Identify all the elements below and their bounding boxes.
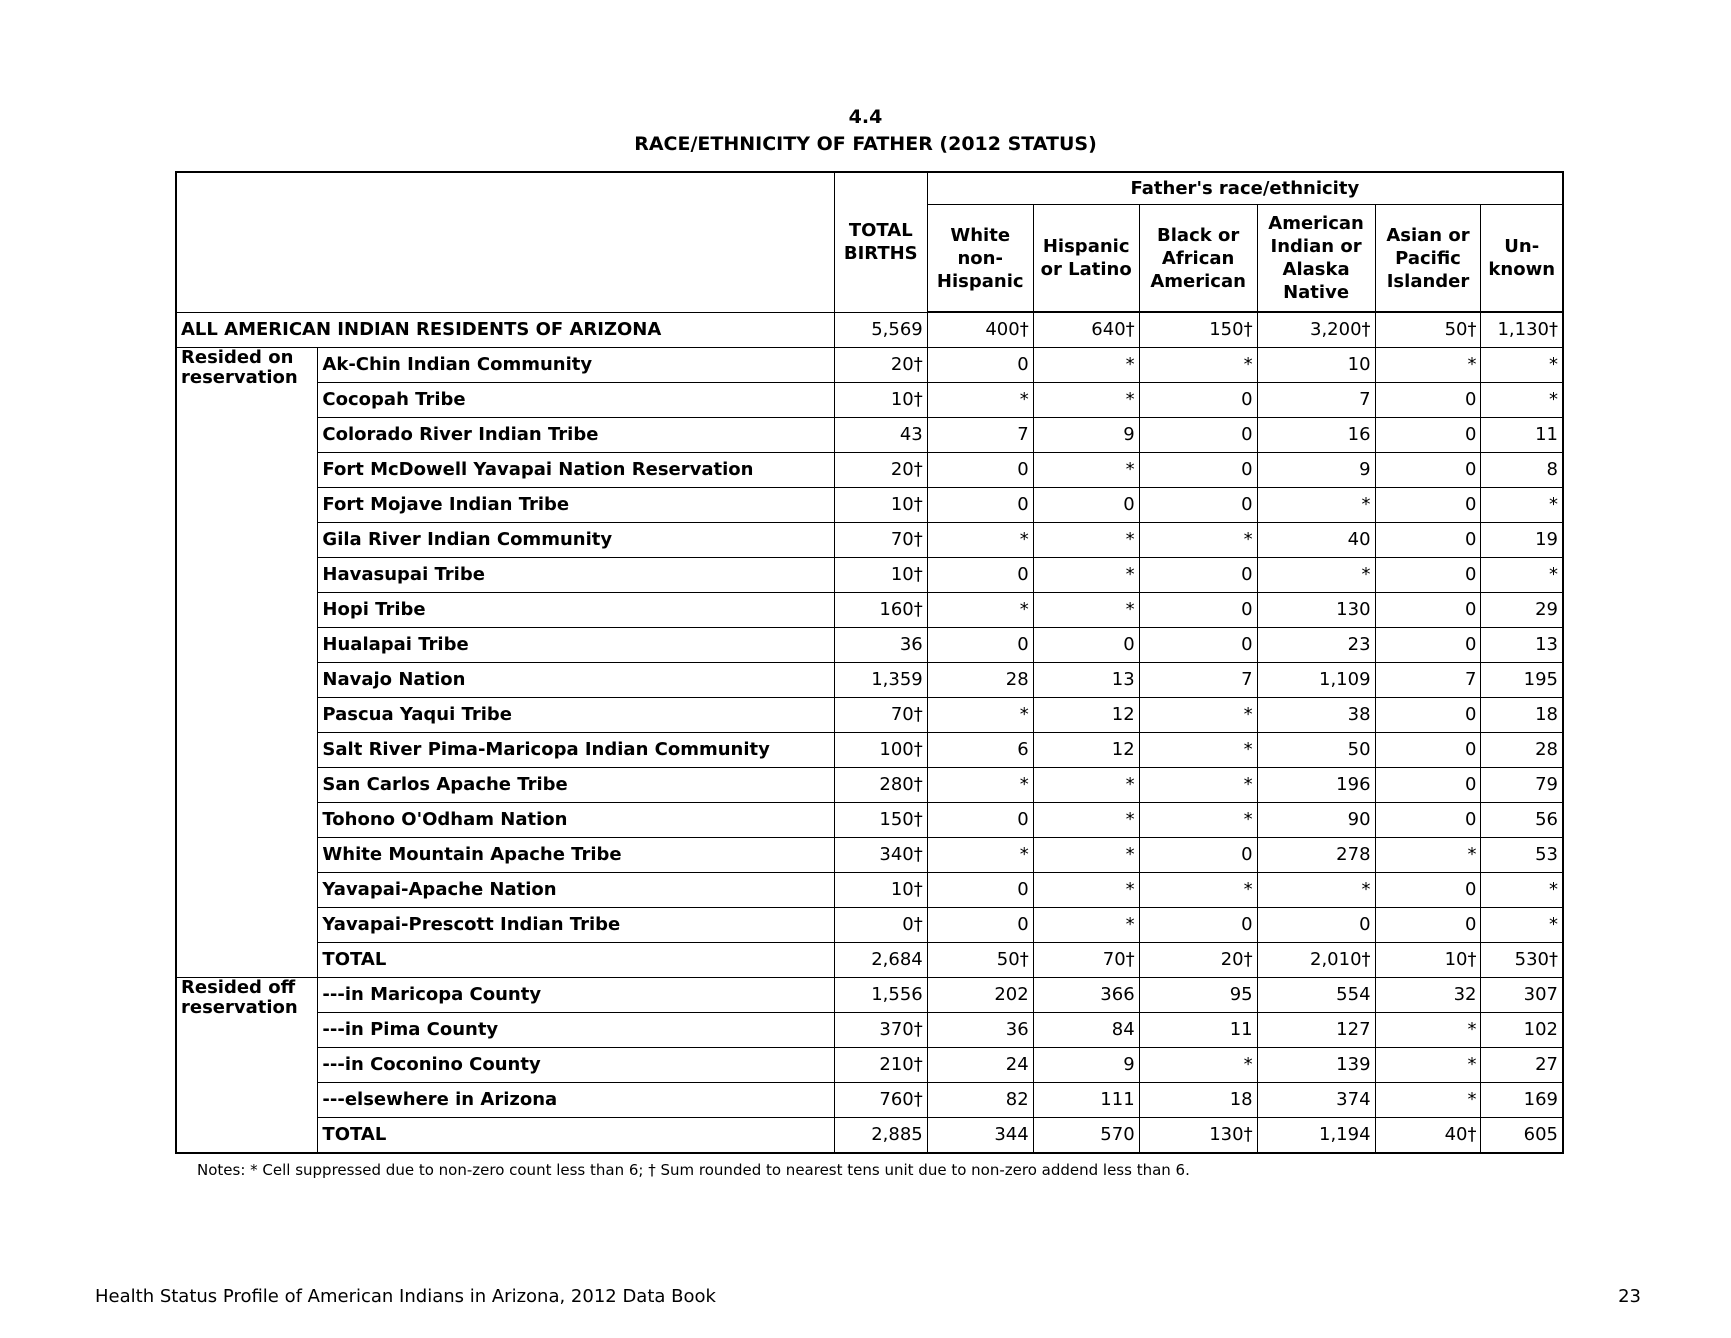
table-cell-value: 10 [1257, 348, 1375, 383]
table-cell-value: 196 [1257, 768, 1375, 803]
header-total-births: TOTAL BIRTHS [834, 172, 927, 312]
table-cell-value: 1,109 [1257, 663, 1375, 698]
table-cell-value: 90 [1257, 803, 1375, 838]
table-cell-value: 70† [834, 698, 927, 733]
table-row [176, 698, 1563, 733]
header-col: Black or African American [1139, 205, 1257, 313]
table-cell-value: 19 [1481, 523, 1563, 558]
table-cell-value: 53 [1481, 838, 1563, 873]
table-cell-value: 150† [834, 803, 927, 838]
table-cell-value: 130† [1139, 1118, 1257, 1154]
table-cell-value: 79 [1481, 768, 1563, 803]
table-cell-value: * [1033, 908, 1139, 943]
table-cell-value: * [1033, 523, 1139, 558]
row-label: Hualapai Tribe [318, 628, 834, 663]
table-cell-value: 366 [1033, 978, 1139, 1013]
row-label: Pascua Yaqui Tribe [318, 698, 834, 733]
table-row-total [176, 1118, 1563, 1154]
table-row [176, 348, 1563, 383]
table-cell-value: 23 [1257, 628, 1375, 663]
table-cell-value: * [1139, 348, 1257, 383]
table-cell-value: * [1257, 488, 1375, 523]
table-cell-value: 0 [1375, 733, 1481, 768]
table-cell-value: 13 [1033, 663, 1139, 698]
table-cell-value: * [927, 383, 1033, 418]
table-cell-value: * [927, 838, 1033, 873]
table-cell-value: * [1033, 383, 1139, 418]
table-row [176, 383, 1563, 418]
table-cell-value: * [1375, 1013, 1481, 1048]
table-cell-value: 0 [1139, 628, 1257, 663]
table-cell-value: * [927, 523, 1033, 558]
table-row-all-residents [176, 312, 1563, 348]
table-cell-value: * [1139, 523, 1257, 558]
table-cell-value: 400† [927, 312, 1033, 348]
table-cell-value: 9 [1033, 418, 1139, 453]
table-cell-value: 12 [1033, 698, 1139, 733]
table-cell-value: * [1139, 1048, 1257, 1083]
table-cell-value: 27 [1481, 1048, 1563, 1083]
table-cell-value: 278 [1257, 838, 1375, 873]
table-cell-value: 139 [1257, 1048, 1375, 1083]
table-cell-value: * [1033, 558, 1139, 593]
table-cell-value: 0 [1375, 593, 1481, 628]
row-label: Fort Mojave Indian Tribe [318, 488, 834, 523]
row-label: ---in Coconino County [318, 1048, 834, 1083]
table-cell-value: * [1257, 873, 1375, 908]
table-cell-value: 0 [1139, 488, 1257, 523]
table-cell-value: 280† [834, 768, 927, 803]
table-cell-value: 56 [1481, 803, 1563, 838]
table-cell-value: 202 [927, 978, 1033, 1013]
table-cell-value: 70† [834, 523, 927, 558]
table-cell-value: * [1481, 908, 1563, 943]
table-cell-value: * [1375, 1048, 1481, 1083]
table-cell-value: 10† [834, 383, 927, 418]
table-cell-value: 530† [1481, 943, 1563, 978]
row-label: Colorado River Indian Tribe [318, 418, 834, 453]
table-cell-value: 570 [1033, 1118, 1139, 1154]
table-cell-value: 18 [1139, 1083, 1257, 1118]
row-label: San Carlos Apache Tribe [318, 768, 834, 803]
table-cell-value: * [1139, 698, 1257, 733]
table-row [176, 908, 1563, 943]
table-cell-value: 0 [1139, 383, 1257, 418]
table-cell-value: 2,885 [834, 1118, 927, 1154]
table-row [176, 453, 1563, 488]
table-cell-value: 0 [1033, 488, 1139, 523]
table-cell-value: * [1139, 768, 1257, 803]
table-cell-value: 24 [927, 1048, 1033, 1083]
table-row [176, 488, 1563, 523]
row-label: Ak-Chin Indian Community [318, 348, 834, 383]
table-cell-value: 7 [1375, 663, 1481, 698]
table-cell-value: 0 [1139, 838, 1257, 873]
row-label: White Mountain Apache Tribe [318, 838, 834, 873]
table-cell-value: 20† [1139, 943, 1257, 978]
table-cell-value: * [1033, 768, 1139, 803]
table-cell-value: 40 [1257, 523, 1375, 558]
table-cell-value: 0 [1375, 453, 1481, 488]
table-cell-value: 20† [834, 348, 927, 383]
table-cell-value: 11 [1139, 1013, 1257, 1048]
table-cell-value: * [1375, 838, 1481, 873]
table-cell-value: 0 [1033, 628, 1139, 663]
table-cell-value: 0 [1375, 628, 1481, 663]
header-col: American Indian or Alaska Native [1257, 205, 1375, 313]
table-row [176, 593, 1563, 628]
table-cell-value: 0 [1375, 558, 1481, 593]
table-cell-value: 374 [1257, 1083, 1375, 1118]
table-cell-value: 13 [1481, 628, 1563, 663]
table-cell-value: 0 [1139, 418, 1257, 453]
notes: Notes: * Cell suppressed due to non-zero count less than 6; † Sum rounded to nearest tens unit due to non-zero addend less than 6. [197, 1161, 1190, 1179]
header-group: Father's race/ethnicity [927, 172, 1563, 205]
row-label: Yavapai-Apache Nation [318, 873, 834, 908]
table-cell-value: * [1481, 488, 1563, 523]
table-title [0, 104, 1731, 158]
table-cell-value: 0 [1375, 698, 1481, 733]
header-col: Hispanic or Latino [1033, 205, 1139, 313]
table-cell-value: 0 [1375, 418, 1481, 453]
table-cell-value: 84 [1033, 1013, 1139, 1048]
table-cell-value: * [927, 698, 1033, 733]
table-cell-value: 0 [1375, 908, 1481, 943]
table-cell-value: 370† [834, 1013, 927, 1048]
table-cell-value: 0 [1375, 523, 1481, 558]
table-cell-value: 102 [1481, 1013, 1563, 1048]
table-cell-value: 605 [1481, 1118, 1563, 1154]
table-cell-value: 0 [1139, 453, 1257, 488]
table-cell-value: 10† [834, 488, 927, 523]
group-label: Resided on reservation [176, 348, 318, 978]
row-label: Yavapai-Prescott Indian Tribe [318, 908, 834, 943]
row-label: Havasupai Tribe [318, 558, 834, 593]
table-cell-value: 1,556 [834, 978, 927, 1013]
row-label: ---elsewhere in Arizona [318, 1083, 834, 1118]
table-cell-value: 0 [927, 873, 1033, 908]
table-row [176, 803, 1563, 838]
row-label-total: TOTAL [318, 943, 834, 978]
table-cell-value: 0 [1139, 908, 1257, 943]
table-cell-value: * [1139, 733, 1257, 768]
table-cell-value: 169 [1481, 1083, 1563, 1118]
row-label: Tohono O'Odham Nation [318, 803, 834, 838]
header-col: White non-Hispanic [927, 205, 1033, 313]
row-label: Hopi Tribe [318, 593, 834, 628]
table-cell-value: * [1375, 1083, 1481, 1118]
table-cell-value: * [1033, 453, 1139, 488]
table-row [176, 873, 1563, 908]
table-cell-value: 36 [834, 628, 927, 663]
table-cell-value: * [1033, 803, 1139, 838]
table-cell-value: * [1139, 803, 1257, 838]
table-row [176, 1013, 1563, 1048]
header-col: Asian or Pacific Islander [1375, 205, 1481, 313]
table-cell-value: 0 [927, 348, 1033, 383]
table-cell-value: 5,569 [834, 312, 927, 348]
table-cell-value: * [1481, 558, 1563, 593]
header-col: Un-known [1481, 205, 1563, 313]
table-cell-value: 50† [1375, 312, 1481, 348]
table-cell-value: 9 [1257, 453, 1375, 488]
table-cell-value: * [1257, 558, 1375, 593]
data-table [175, 171, 1564, 1154]
table-cell-value: 10† [834, 558, 927, 593]
table-cell-value: * [1033, 348, 1139, 383]
table-cell-value: 340† [834, 838, 927, 873]
table-cell-value: 150† [1139, 312, 1257, 348]
table-row [176, 1048, 1563, 1083]
row-label-total: TOTAL [318, 1118, 834, 1154]
table-cell-value: 0 [1375, 803, 1481, 838]
table-cell-value: 50† [927, 943, 1033, 978]
table-cell-value: 28 [1481, 733, 1563, 768]
row-label: Navajo Nation [318, 663, 834, 698]
table-cell-value: 554 [1257, 978, 1375, 1013]
table-cell-value: 0 [1257, 908, 1375, 943]
table-cell-value: 130 [1257, 593, 1375, 628]
table-cell-value: 82 [927, 1083, 1033, 1118]
table-cell-value: 0 [927, 558, 1033, 593]
table-cell-value: 100† [834, 733, 927, 768]
table-row [176, 558, 1563, 593]
table-cell-value: 18 [1481, 698, 1563, 733]
table-cell-value: * [1375, 348, 1481, 383]
table-cell-value: 0† [834, 908, 927, 943]
table-cell-value: * [927, 593, 1033, 628]
table-cell-value: 0 [1375, 873, 1481, 908]
table-cell-value: 12 [1033, 733, 1139, 768]
table-cell-value: 16 [1257, 418, 1375, 453]
table-cell-value: 8 [1481, 453, 1563, 488]
table-cell-value: 7 [927, 418, 1033, 453]
table-cell-value: 11 [1481, 418, 1563, 453]
table-cell-value: 1,359 [834, 663, 927, 698]
table-cell-value: * [1481, 348, 1563, 383]
table-cell-value: 307 [1481, 978, 1563, 1013]
table-cell-value: 2,010† [1257, 943, 1375, 978]
row-label: Salt River Pima-Maricopa Indian Community [318, 733, 834, 768]
table-cell-value: * [1033, 838, 1139, 873]
table-cell-value: * [1033, 593, 1139, 628]
table-cell-value: 344 [927, 1118, 1033, 1154]
table-cell-value: 10† [834, 873, 927, 908]
group-label: Resided off reservation [176, 978, 318, 1154]
table-cell-value: 195 [1481, 663, 1563, 698]
table-cell-value: * [1139, 873, 1257, 908]
table-cell-value: 7 [1139, 663, 1257, 698]
table-cell-value: 50 [1257, 733, 1375, 768]
row-label: Cocopah Tribe [318, 383, 834, 418]
table-cell-value: 0 [927, 453, 1033, 488]
table-cell-value: 0 [927, 488, 1033, 523]
table-cell-value: 1,130† [1481, 312, 1563, 348]
table-cell-value: 10† [1375, 943, 1481, 978]
table-cell-value: 160† [834, 593, 927, 628]
table-row-total [176, 943, 1563, 978]
table-cell-value: 70† [1033, 943, 1139, 978]
table-cell-value: 210† [834, 1048, 927, 1083]
row-label: ---in Maricopa County [318, 978, 834, 1013]
table-cell-value: 760† [834, 1083, 927, 1118]
table-cell-value: 28 [927, 663, 1033, 698]
table-cell-value: 0 [927, 908, 1033, 943]
table-cell-value: 0 [1375, 768, 1481, 803]
table-number: 4.4 [848, 106, 883, 128]
table-cell-value: 95 [1139, 978, 1257, 1013]
table-cell-value: 0 [927, 628, 1033, 663]
table-cell-value: 0 [1375, 488, 1481, 523]
table-cell-value: 640† [1033, 312, 1139, 348]
table-cell-value: 111 [1033, 1083, 1139, 1118]
table-cell-value: 32 [1375, 978, 1481, 1013]
table-cell-value: 0 [1139, 558, 1257, 593]
table-row [176, 418, 1563, 453]
table-cell-value: * [1481, 873, 1563, 908]
table-cell-value: 9 [1033, 1048, 1139, 1083]
table-cell-value: 38 [1257, 698, 1375, 733]
table-cell-value: 20† [834, 453, 927, 488]
row-label: Fort McDowell Yavapai Nation Reservation [318, 453, 834, 488]
table-cell-value: 6 [927, 733, 1033, 768]
table-cell-value: 29 [1481, 593, 1563, 628]
table-cell-value: 40† [1375, 1118, 1481, 1154]
page-number: 23 [1618, 1286, 1641, 1307]
table-row [176, 838, 1563, 873]
table-cell-value: 36 [927, 1013, 1033, 1048]
table-row [176, 733, 1563, 768]
table-heading: RACE/ETHNICITY OF FATHER (2012 STATUS) [634, 133, 1097, 155]
table-cell-value: 127 [1257, 1013, 1375, 1048]
table-row [176, 1083, 1563, 1118]
table-row [176, 628, 1563, 663]
table-cell-value: 43 [834, 418, 927, 453]
table-cell-value: * [927, 768, 1033, 803]
table-row [176, 663, 1563, 698]
row-label: ---in Pima County [318, 1013, 834, 1048]
table-cell-value: 0 [1375, 383, 1481, 418]
table-cell-value: * [1481, 383, 1563, 418]
row-label: Gila River Indian Community [318, 523, 834, 558]
table-row [176, 768, 1563, 803]
table-cell-value: 1,194 [1257, 1118, 1375, 1154]
table-cell-value: 2,684 [834, 943, 927, 978]
table-row [176, 978, 1563, 1013]
table-cell-value: 7 [1257, 383, 1375, 418]
table-cell-value: 3,200† [1257, 312, 1375, 348]
table-row [176, 523, 1563, 558]
row-label: ALL AMERICAN INDIAN RESIDENTS OF ARIZONA [176, 312, 834, 348]
header-blank [176, 172, 834, 312]
footer-title: Health Status Profile of American Indians in Arizona, 2012 Data Book [95, 1286, 716, 1307]
table-cell-value: 0 [927, 803, 1033, 838]
table-cell-value: 0 [1139, 593, 1257, 628]
table-cell-value: * [1033, 873, 1139, 908]
